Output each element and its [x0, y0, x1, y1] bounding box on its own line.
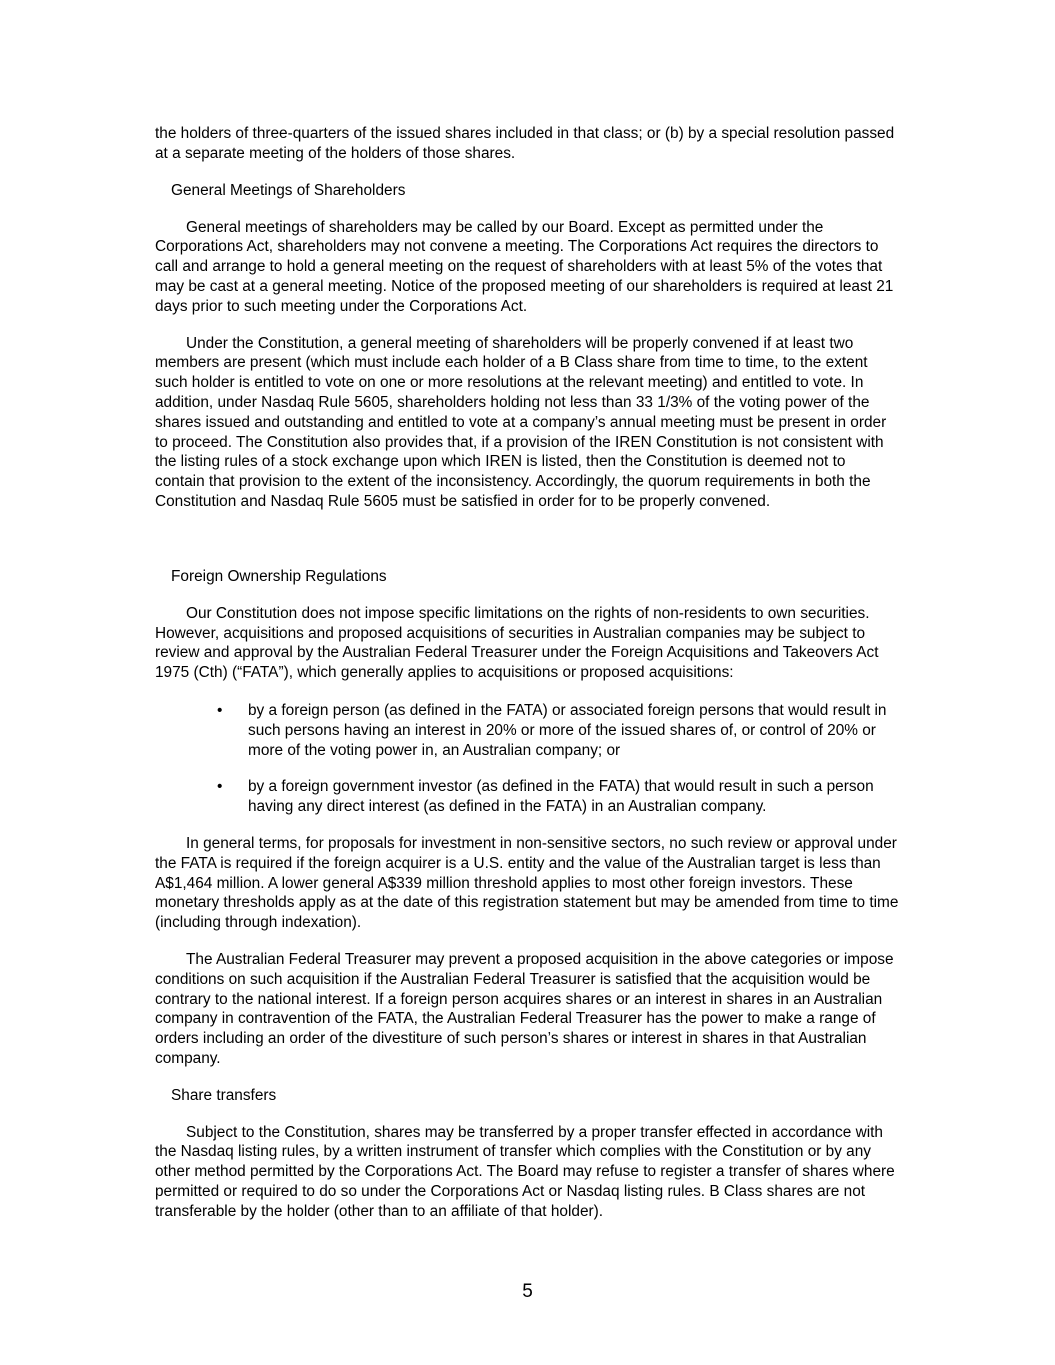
list-item	[155, 701, 899, 760]
section-heading-foreign-ownership: Foreign Ownership Regulations	[171, 567, 387, 585]
bullet-list	[155, 701, 899, 817]
paragraph: Subject to the Constitution, shares may be transferred by a proper transfer effected in accordance with the Nasdaq listing rules, by a written instrument of transfer which complies with the Constitution or by any other method permitted by the Corporations Act. The Board may refuse to register a transfer of shares where permitted or required to do so under the Corporations Act or Nasdaq listing rules. B Class shares are not transferable by the holder (other than to an affiliate of that holder).	[155, 1123, 895, 1220]
paragraph: In general terms, for proposals for investment in non-sensitive sectors, no such review or approval under the FATA is required if the foreign acquirer is a U.S. entity and the value of the Australian target is less than A$1,464 million. A lower general A$339 million threshold applies to most other foreign investors. These monetary thresholds apply as at the date of this registration statement but may be amended from time to time (including through indexation).	[155, 834, 899, 932]
paragraph: The Australian Federal Treasurer may prevent a proposed acquisition in the above categories or impose conditions on such acquisition if the Australian Federal Treasurer is satisfied that the acquisition would be contrary to the national interest. If a foreign person acquires shares or an interest in shares in an Australian company in contravention of the FATA, the Australian Federal Treasurer has the power to make a range of orders including an order of the divestiture of such person’s shares or interest in shares in that Australian company.	[155, 950, 894, 1067]
bullet-icon: •	[217, 701, 223, 719]
continuation-paragraph: the holders of three-quarters of the issued shares included in that class; or (b) by a special resolution passed at a separate meeting of the holders of those shares.	[155, 125, 895, 162]
document-page	[155, 124, 899, 1222]
bullet-icon: •	[217, 778, 223, 796]
list-item-text: by a foreign person (as defined in the FATA) or associated foreign persons that would result in such persons having an interest in 20% or more of the issued shares of, or control of 20% or more of the voting power in, an Australian company; or	[248, 701, 887, 759]
section-heading-general-meetings: General Meetings of Shareholders	[171, 181, 406, 199]
paragraph: Our Constitution does not impose specific limitations on the rights of non-residents to own securities. However, acquisitions and proposed acquisitions of securities in Australian companies may be subject to review and approval by the Australian Federal Treasurer under the Foreign Acquisitions and Takeovers Act 1975 (Cth) (“FATA”), which generally applies to acquisitions or proposed acquisitions:	[155, 604, 879, 682]
list-item	[155, 777, 899, 817]
paragraph: General meetings of shareholders may be called by our Board. Except as permitted under the Corporations Act, shareholders may not convene a meeting. The Corporations Act requires the directors to call and arrange to hold a general meeting on the request of shareholders with at least 5% of the votes that may be cast at a general meeting. Notice of the proposed meeting of our shareholders is required at least 21 days prior to such meeting under the Corporations Act.	[155, 218, 894, 315]
list-item-text: by a foreign government investor (as defined in the FATA) that would result in such a person having any direct interest (as defined in the FATA) in an Australian company.	[248, 778, 874, 816]
page-number: 5	[522, 1281, 533, 1302]
section-heading-share-transfers: Share transfers	[171, 1086, 277, 1104]
paragraph: Under the Constitution, a general meeting of shareholders will be properly convened if at least two members are present (which must include each holder of a B Class share from time to time, to the extent such holder is entitled to vote on one or more resolutions at the relevant meeting) and entitled to vote. In addition, under Nasdaq Rule 5605, shareholders holding not less than 33 1/3% of the voting power of the shares issued and outstanding and entitled to vote at a company’s annual meeting must be present in order to proceed. The Constitution also provides that, if a provision of the IREN Constitution is not consistent with the listing rules of a stock exchange upon which IREN is listed, then the Constitution is deemed not to contain that provision to the extent of the inconsistency. Accordingly, the quorum requirements in both the Constitution and Nasdaq Rule 5605 must be satisfied in order for to be properly convened.	[155, 334, 887, 510]
